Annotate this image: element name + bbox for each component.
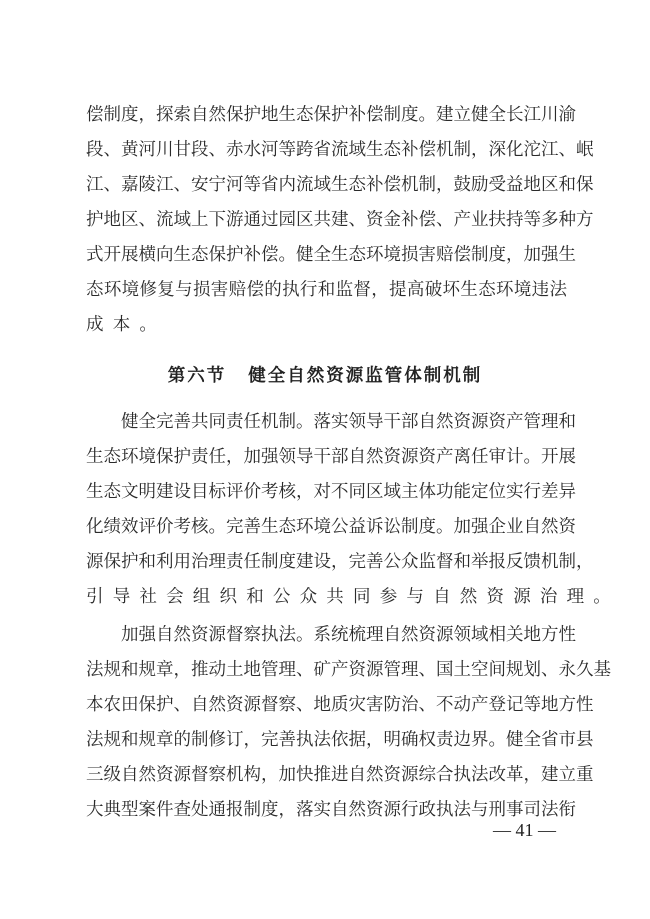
text-line: 化绩效评价考核。完善生态环境公益诉讼制度。加强企业自然资 xyxy=(86,517,576,537)
text-line: 本农田保护、自然资源督察、地质灾害防治、不动产登记等地方性 xyxy=(86,695,594,715)
text-line: 态环境修复与损害赔偿的执行和监督，提高破坏生态环境违法 xyxy=(86,280,567,300)
section-title: 健全自然资源监管体制机制 xyxy=(248,366,483,386)
text-line: 健全完善共同责任机制。落实领导干部自然资源资产管理和 xyxy=(86,412,576,432)
text-line: 段、黄河川甘段、赤水河等跨省流域生态补偿机制，深化沱江、岷 xyxy=(86,140,594,160)
text-line: 三级自然资源督察机构，加快推进自然资源综合执法改革，建立重 xyxy=(86,765,594,785)
text-line: 引导社会组织和公众共同参与自然资源治理。 xyxy=(86,587,620,607)
text-line: 江、嘉陵江、安宁河等省内流域生态补偿机制，鼓励受益地区和保 xyxy=(86,175,594,195)
text-line: 大典型案件查处通报制度，落实自然资源行政执法与刑事司法衔 xyxy=(86,800,576,820)
text-line: 源保护和利用治理责任制度建设，完善公众监督和举报反馈机制， xyxy=(86,552,594,572)
text-line: 法规和规章的制修订，完善执法依据，明确权责边界。健全省市县 xyxy=(86,730,594,750)
text-line: 护地区、流域上下游通过园区共建、资金补偿、产业扶持等多种方 xyxy=(86,210,594,230)
text-line: 加强自然资源督察执法。系统梳理自然资源领域相关地方性 xyxy=(86,625,576,645)
text-line: 生态环境保护责任，加强领导干部自然资源资产离任审计。开展 xyxy=(86,447,576,467)
text-line: 偿制度，探索自然保护地生态保护补偿制度。建立健全长江川渝 xyxy=(86,105,576,125)
text-line: 式开展横向生态保护补偿。健全生态环境损害赔偿制度，加强生 xyxy=(86,245,576,265)
page-number: — 41 — xyxy=(493,820,556,840)
text-line: 法规和规章，推动土地管理、矿产资源管理、国土空间规划、永久基 xyxy=(86,660,611,680)
section-heading xyxy=(0,362,650,387)
text-line: 生态文明建设目标评价考核，对不同区域主体功能定位实行差异 xyxy=(86,482,576,502)
section-number: 第六节 xyxy=(167,366,227,386)
text-line: 成本。 xyxy=(86,315,167,335)
